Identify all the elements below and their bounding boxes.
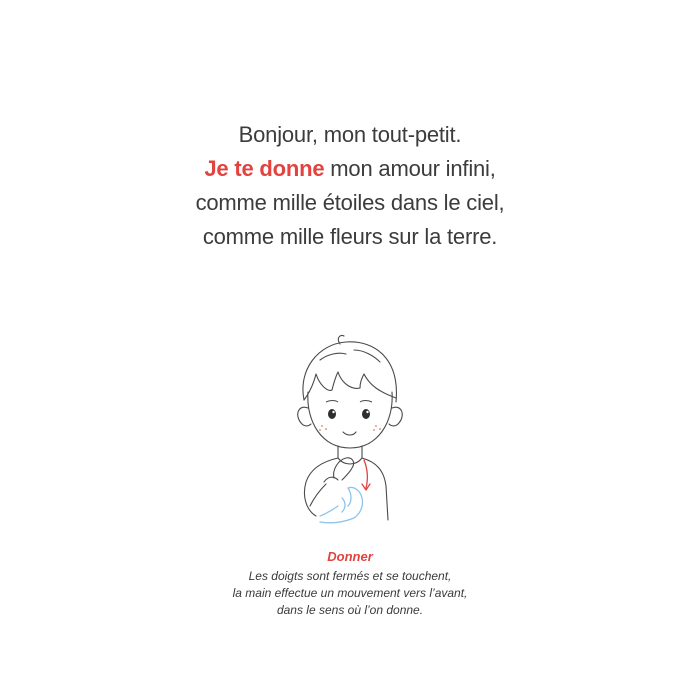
ghost-hand [320, 487, 363, 522]
hair-top [303, 342, 397, 402]
body-left [304, 458, 338, 516]
highlighted-phrase: Je te donne [204, 156, 325, 181]
sign-description-line-3: dans le sens où l’on donne. [276, 603, 424, 617]
poem-line-2-rest: mon amour infini, [324, 156, 496, 181]
child-drawing [280, 330, 420, 535]
mouth [343, 432, 356, 435]
sign-description-line-2: la main effectue un mouvement vers l’avant, [232, 586, 468, 600]
motion-arrow [364, 460, 367, 488]
sign-caption [0, 548, 700, 619]
hair-fringe [304, 372, 396, 400]
poem-text [0, 118, 700, 254]
hand-at-chin [334, 458, 354, 480]
child-sign-illustration [280, 330, 420, 535]
poem-line-4: comme mille fleurs sur la terre. [202, 224, 498, 249]
poem-line-1: Bonjour, mon tout-petit. [238, 122, 462, 147]
collar [338, 458, 362, 464]
sign-description-line-1: Les doigts sont fermés et se touchent, [248, 569, 452, 583]
sign-title: Donner [327, 549, 373, 564]
poem-line-3: comme mille étoiles dans le ciel, [195, 190, 505, 215]
poem-line-2 [0, 152, 700, 186]
face-outline [308, 392, 392, 448]
left-eye [328, 409, 336, 419]
right-eye [362, 409, 370, 419]
